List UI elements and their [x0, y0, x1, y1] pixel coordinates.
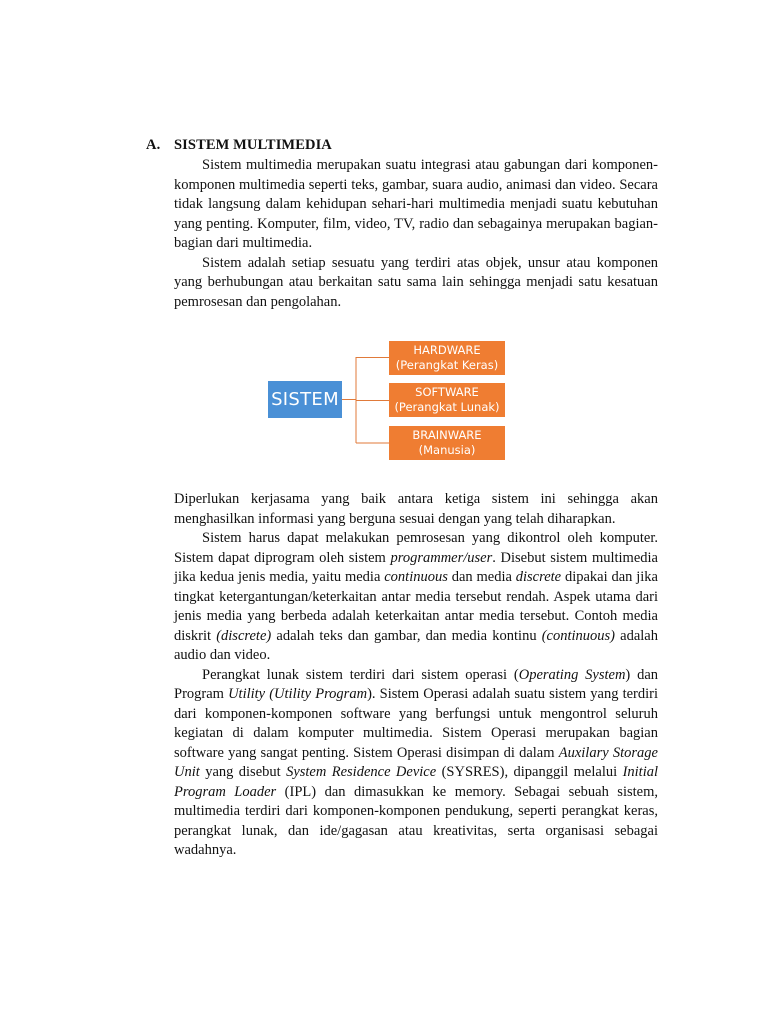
- hardware-subtitle: (Perangkat Keras): [395, 358, 499, 372]
- paragraph-kerjasama: Diperlukan kerjasama yang baik antara ketiga sistem ini sehingga akan menghasilkan informasi yang berguna sesuai dengan yang telah diharapkan.: [174, 491, 658, 527]
- hardware-box: [389, 341, 505, 375]
- brainware-title: BRAINWARE: [412, 428, 482, 442]
- software-title: SOFTWARE: [415, 385, 479, 399]
- paragraph-definition-sistem: Sistem adalah setiap sesuatu yang terdiri atas objek, unsur atau komponen yang berhubungan atau berkaitan satu sama lain sehingga menjadi satu kesatuan pemrosesan dan pengolahan.: [174, 254, 658, 310]
- sistem-label: SISTEM: [271, 389, 339, 410]
- section-number: A.: [146, 137, 161, 153]
- sistem-box: [268, 381, 342, 418]
- body-text: [174, 490, 658, 861]
- paragraph-perangkat-lunak: Perangkat lunak sistem terdiri dari sistem operasi (Operating System) dan Program Utility (Utility Program). Sistem Operasi adalah suatu sistem yang terdiri dari komponen-komponen software yang berfungsi untuk mengontrol seluruh kegiatan di dalam komputer multimedia. Sistem Operasi merupakan bagian software yang sangat penting. Sistem Operasi disimpan di dalam Auxilary Storage Unit yang disebut System Residence Device (SYSRES), dipanggil melalui Initial Program Loader (IPL) dan dimasukkan ke memory. Sebagai sebuah sistem, multimedia terdiri dari komponen-komponen pendukung, seperti perangkat keras, perangkat lunak, dan ide/gagasan atau kreativitas, serta organisasi sebagai wadahnya.: [174, 666, 659, 858]
- paragraph-definition-multimedia: Sistem multimedia merupakan suatu integrasi atau gabungan dari komponen-komponen multimedia seperti teks, gambar, suara audio, animasi dan video. Secara tidak langsung dalam kehidupan sehari-hari multimedia menjadi suatu kebutuhan yang penting. Komputer, film, video, TV, radio dan sebagainya merupakan bagian-bagian dari multimedia.: [174, 157, 658, 251]
- section-heading: [146, 137, 332, 154]
- software-box: [389, 383, 505, 417]
- hardware-title: HARDWARE: [413, 343, 481, 357]
- intro-text: [174, 156, 658, 312]
- software-subtitle: (Perangkat Lunak): [394, 400, 500, 414]
- brainware-subtitle: (Manusia): [418, 443, 476, 457]
- paragraph-pemrosesan: Sistem harus dapat melakukan pemrosesan yang dikontrol oleh komputer. Sistem dapat diprogram oleh sistem programmer/user. Disebut sistem multimedia jika kedua jenis media, yaitu media continuous dan media discrete dipakai dan jika tingkat ketergantungan/keterkaitan antar media tersebut rendah. Aspek utama dari jenis media yang berbeda adalah keterkaitan antar media tersebut. Contoh media diskrit (discrete) adalah teks dan gambar, dan media kontinu (continuous) adalah audio dan video.: [174, 530, 658, 663]
- section-title: SISTEM MULTIMEDIA: [174, 137, 332, 153]
- brainware-box: [389, 426, 505, 460]
